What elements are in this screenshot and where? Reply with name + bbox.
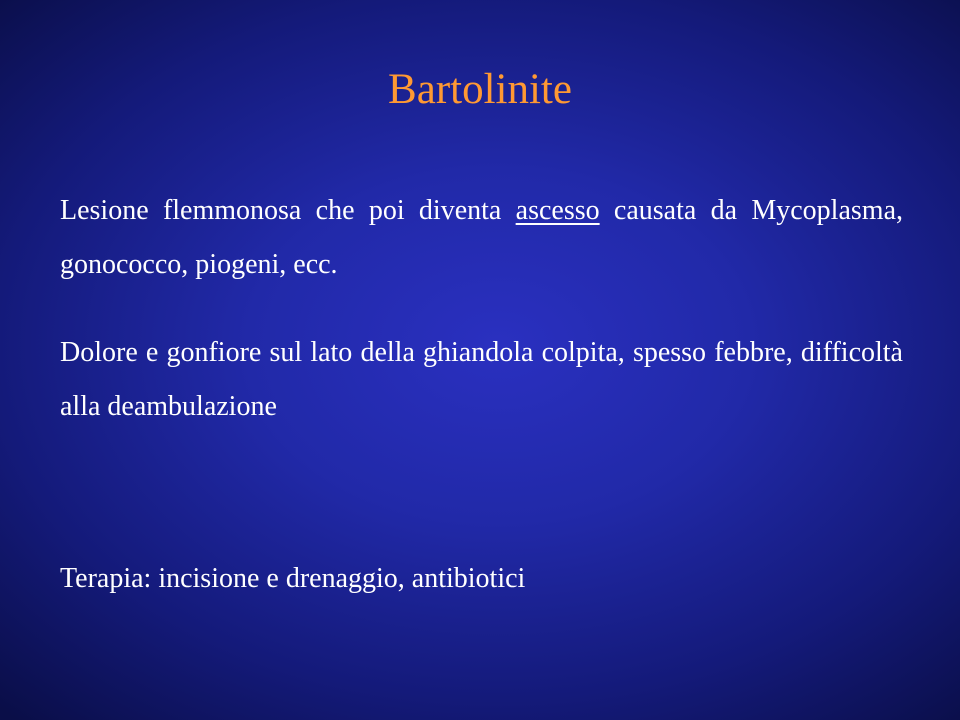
paragraph-lesion-text-start: Lesione flemmonosa che poi diventa: [60, 195, 516, 226]
paragraph-therapy: Terapia: incisione e drenaggio, antibiotici: [60, 563, 526, 594]
underlined-term-ascesso: ascesso: [515, 195, 600, 226]
slide-title: Bartolinite: [388, 66, 572, 113]
paragraph-lesion-description: [60, 184, 903, 292]
paragraph-lesion-text-end: causata da Mycoplasma, gonococco, piogeni, ecc.: [60, 195, 903, 280]
paragraph-symptoms: Dolore e gonfiore sul lato della ghiandola colpita, spesso febbre, difficoltà alla deambulazione: [60, 337, 903, 422]
